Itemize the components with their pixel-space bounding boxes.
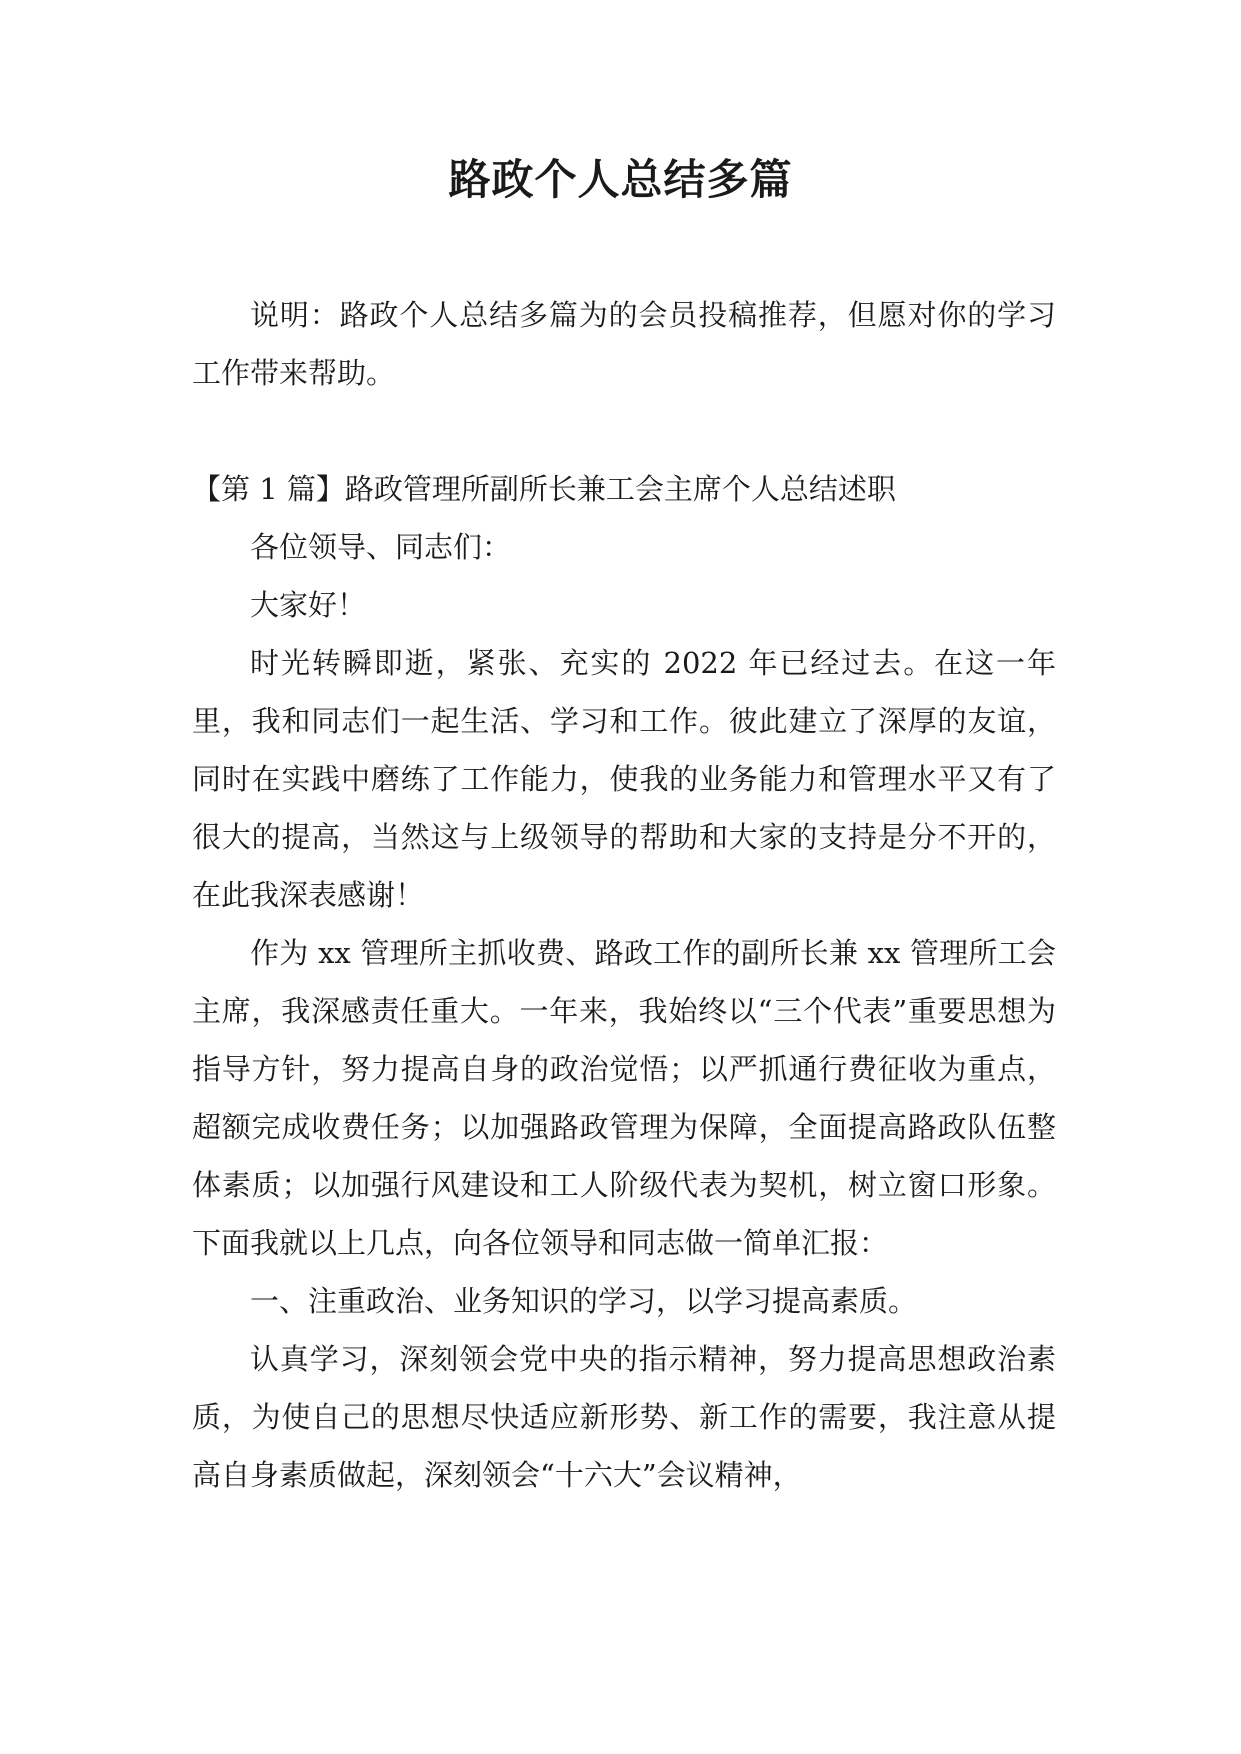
article-heading: 【第 1 篇】路政管理所副所长兼工会主席个人总结述职 bbox=[192, 472, 896, 506]
salutation-paragraph: 各位领导、同志们： bbox=[250, 530, 512, 564]
body-paragraph-2: 作为 xx 管理所主抓收费、路政工作的副所长兼 xx 管理所工会主席，我深感责任重大。一年来，我始终以“三个代表”重要思想为指导方针，努力提高自身的政治觉悟；以严抓通行费征收为重点，超额完成收费任务；以加强路政管理为保障，全面提高路政队伍整体素质；以加强行风建设和工人阶级代表为契机，树立窗口形象。下面我就以上几点，向各位领导和同志做一简单汇报： bbox=[192, 936, 1056, 1260]
body-paragraph-3: 认真学习，深刻领会党中央的指示精神，努力提高思想政治素质，为使自己的思想尽快适应新形势、新工作的需要，我注意从提高自身素质做起，深刻领会“十六大”会议精神， bbox=[192, 1342, 1056, 1492]
greeting-paragraph: 大家好！ bbox=[250, 588, 367, 622]
document-body bbox=[192, 286, 1056, 1504]
intro-paragraph: 说明：路政个人总结多篇为的会员投稿推荐，但愿对你的学习工作带来帮助。 bbox=[192, 298, 1056, 390]
section-spacer bbox=[192, 402, 1056, 460]
body-paragraph-1: 时光转瞬即逝，紧张、充实的 2022 年已经过去。在这一年里，我和同志们一起生活、学习和工作。彼此建立了深厚的友谊，同时在实践中磨练了工作能力，使我的业务能力和管理水平又有了很大的提高，当然这与上级领导的帮助和大家的支持是分不开的，在此我深表感谢！ bbox=[192, 646, 1056, 912]
document-title: 路政个人总结多篇 bbox=[448, 155, 793, 204]
section-heading-1: 一、注重政治、业务知识的学习，以学习提高素质。 bbox=[250, 1284, 918, 1318]
